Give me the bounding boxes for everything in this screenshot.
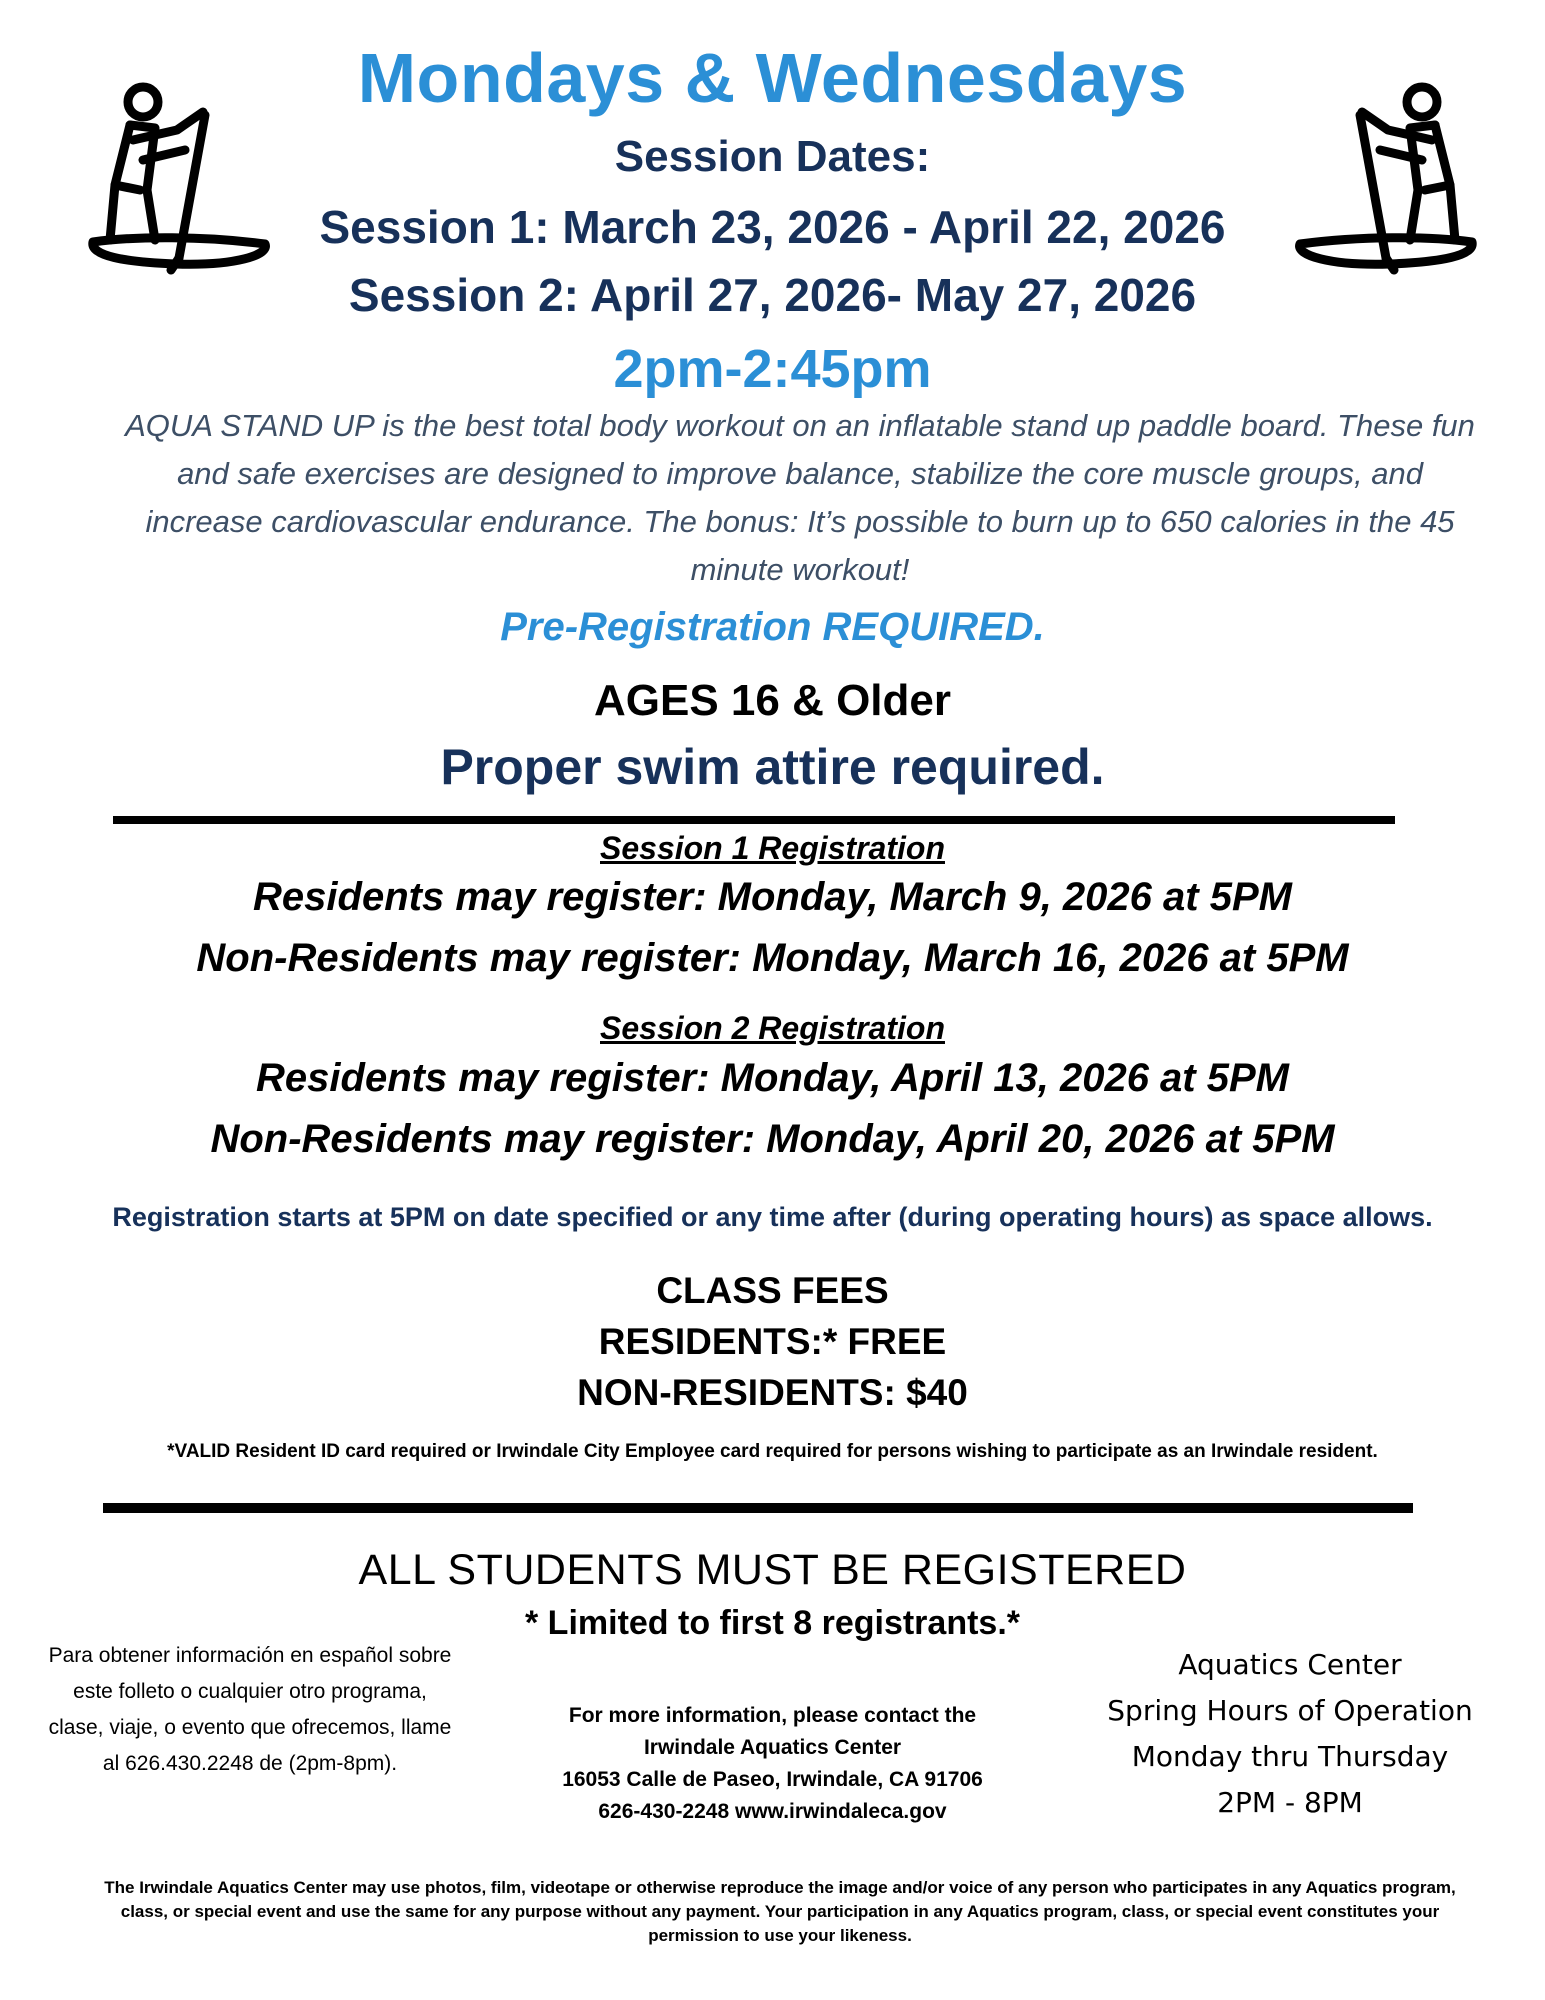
- divider-top: [113, 816, 1395, 824]
- page-title: Mondays & Wednesdays: [357, 39, 1188, 117]
- hours-season: Spring Hours of Operation: [1107, 1694, 1473, 1727]
- registrant-limit: * Limited to first 8 registrants.*: [525, 1604, 1020, 1642]
- hours-days: Monday thru Thursday: [1131, 1740, 1449, 1773]
- registration-note: Registration starts at 5PM on date specified or any time after (during operating hours) as space allows.: [112, 1202, 1433, 1232]
- hours-time: 2PM - 8PM: [1217, 1786, 1363, 1819]
- nonresident-fee: NON-RESIDENTS: $40: [577, 1372, 968, 1413]
- media-disclaimer: The Irwindale Aquatics Center may use photos, film, videotape or otherwise reproduce the image and/or voice of any person who participates in any Aquatics program, class, or special event and use the same for any purpose without any payment. Your participation in any Aquatics program, class, or special event constitutes your permission to use your likeness.: [104, 1878, 1456, 1945]
- resident-id-note: *VALID Resident ID card required or Irwindale City Employee card required for persons wishing to participate as an Irwindale resident.: [167, 1441, 1378, 1462]
- session-1-residents-registration: Residents may register: Monday, March 9, 2026 at 5PM: [253, 875, 1292, 919]
- contact-info: [510, 1700, 1035, 1828]
- contact-center-name: Irwindale Aquatics Center: [643, 1736, 902, 1759]
- session-2-dates: Session 2: April 27, 2026- May 27, 2026: [348, 269, 1197, 321]
- hours-of-operation: [1085, 1642, 1495, 1826]
- spanish-info: Para obtener información en español sobre este folleto o cualquier otro programa, clase, viaje, o evento que ofrecemos, llame al 626.430.2248 de (2pm-8pm).: [48, 1644, 452, 1775]
- session-2-registration-heading: Session 2 Registration: [600, 1010, 945, 1046]
- session-dates-heading: Session Dates:: [614, 132, 931, 181]
- session-2-nonresidents-registration: Non-Residents may register: Monday, April 20, 2026 at 5PM: [210, 1117, 1335, 1161]
- registration-required-banner: ALL STUDENTS MUST BE REGISTERED: [358, 1546, 1187, 1594]
- session-1-dates: Session 1: March 23, 2026 - April 22, 2026: [319, 201, 1226, 253]
- contact-address: 16053 Calle de Paseo, Irwindale, CA 91706: [562, 1768, 983, 1791]
- resident-fee: RESIDENTS:* FREE: [598, 1321, 947, 1362]
- contact-line: For more information, please contact the: [568, 1704, 977, 1727]
- hours-title: Aquatics Center: [1178, 1648, 1402, 1681]
- class-time: 2pm-2:45pm: [613, 339, 932, 399]
- attire-requirement: Proper swim attire required.: [440, 739, 1105, 795]
- session-1-registration-heading: Session 1 Registration: [600, 830, 945, 866]
- class-fees-heading: CLASS FEES: [656, 1270, 889, 1311]
- contact-phone-website[interactable]: 626-430-2248 www.irwindaleca.gov: [598, 1800, 947, 1823]
- preregistration-notice: Pre-Registration REQUIRED.: [500, 605, 1045, 649]
- session-2-residents-registration: Residents may register: Monday, April 13, 2026 at 5PM: [256, 1056, 1289, 1100]
- session-1-nonresidents-registration: Non-Residents may register: Monday, March 16, 2026 at 5PM: [196, 936, 1349, 980]
- divider-bottom: [103, 1503, 1413, 1513]
- age-requirement: AGES 16 & Older: [593, 676, 951, 725]
- class-description: AQUA STAND UP is the best total body workout on an inflatable stand up paddle board. These fun and safe exercises are designed to improve balance, stabilize the core muscle groups, and increase cardiovascular endurance. The bonus: It’s possible to burn up to 650 calories in the 45 minute workout!: [125, 408, 1475, 587]
